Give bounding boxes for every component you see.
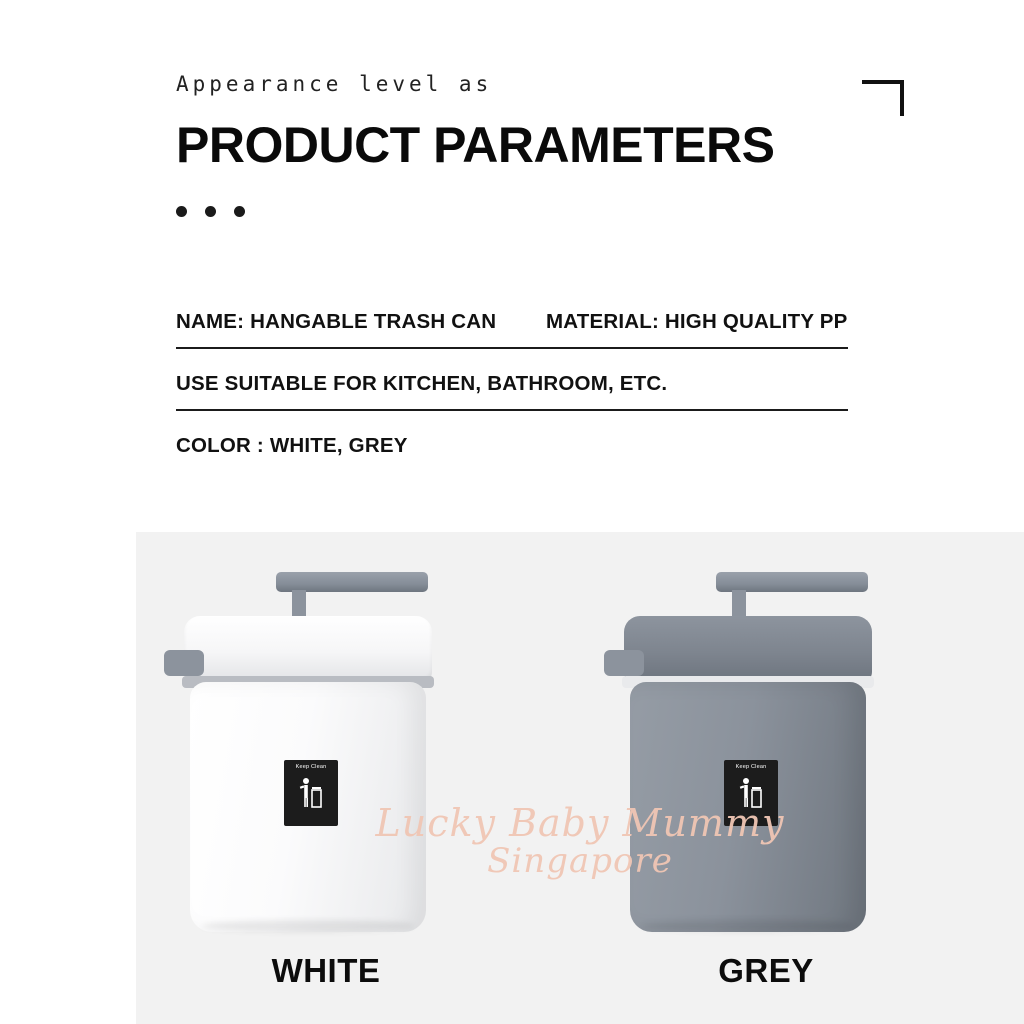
watermark-line-1: Lucky Baby Mummy <box>375 801 785 845</box>
spec-row <box>176 310 848 349</box>
product-images <box>136 532 1024 1024</box>
dot-icon <box>205 206 216 217</box>
corner-bracket-icon <box>862 80 904 116</box>
watermark-line-2: Singapore <box>487 840 673 881</box>
bin-latch <box>604 650 644 676</box>
sticker-label: Keep Clean <box>295 764 327 770</box>
eyebrow-text: Appearance level as <box>176 72 493 96</box>
bin-lid <box>184 616 432 682</box>
product-image-grey <box>616 564 916 934</box>
dot-icon <box>176 206 187 217</box>
dot-divider <box>176 206 876 217</box>
trash-person-icon <box>298 777 324 811</box>
bin-shadow <box>202 920 414 932</box>
hanging-bracket-icon <box>276 572 428 592</box>
caption-grey: GREY <box>718 952 814 989</box>
product-image-white <box>176 564 476 934</box>
spec-table <box>176 310 848 471</box>
dot-icon <box>234 206 245 217</box>
spec-row <box>176 434 848 471</box>
page-title: PRODUCT PARAMETERS <box>176 117 775 173</box>
sticker-label: Keep Clean <box>735 764 767 770</box>
product-gallery <box>136 532 1024 1024</box>
hanging-bracket-icon <box>716 572 868 592</box>
bin-latch <box>164 650 204 676</box>
spec-use-value: USE SUITABLE FOR KITCHEN, BATHROOM, ETC. <box>176 372 668 395</box>
spec-color-value: COLOR : WHITE, GREY <box>176 434 408 457</box>
caption-white: WHITE <box>271 952 381 989</box>
spec-name-value: NAME: HANGABLE TRASH CAN <box>176 310 497 333</box>
trash-person-icon <box>738 777 764 811</box>
spec-row <box>176 372 848 411</box>
bin-lid <box>624 616 872 682</box>
keep-clean-sticker <box>724 760 778 826</box>
spec-material-value: MATERIAL: HIGH QUALITY PP <box>546 310 848 333</box>
header-block <box>176 72 876 217</box>
keep-clean-sticker <box>284 760 338 826</box>
bin-shadow <box>642 920 854 932</box>
